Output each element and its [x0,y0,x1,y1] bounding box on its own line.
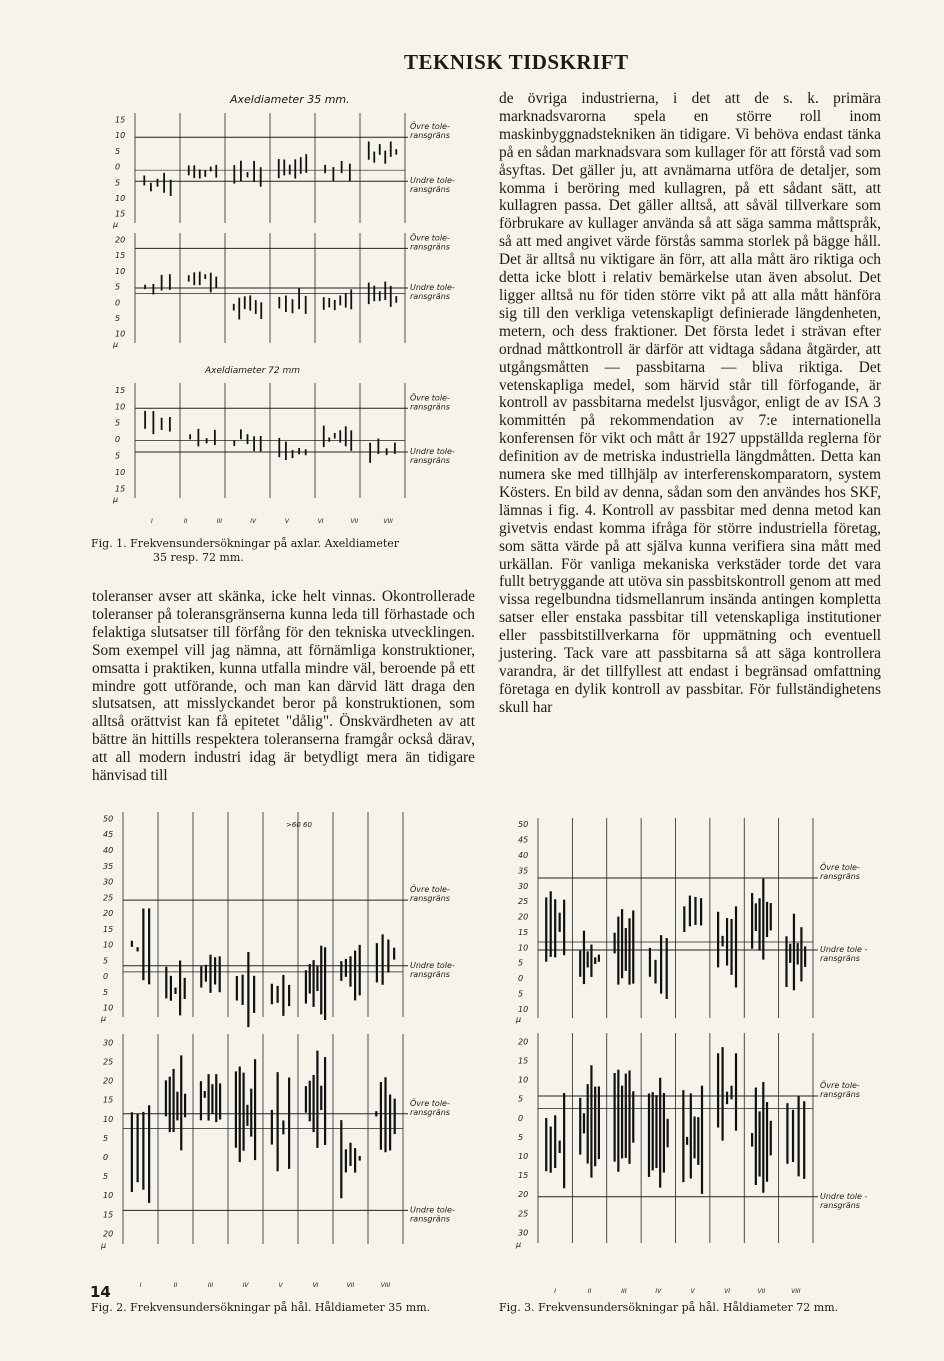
figure-2-caption: Fig. 2. Frekvensundersökningar på hål. Håldiameter 35 mm. [91,1301,431,1314]
roman-numeral: II [587,1288,592,1295]
lower-tolerance-label: ransgräns [820,954,860,963]
y-tick-label: 10 [518,1152,529,1161]
fig1-panel-35 [112,113,455,229]
y-tick-label: 20 [103,909,114,919]
fig2-annotation: >60 60 [286,821,312,829]
lower-tolerance-label: Undre tole- [410,1205,455,1215]
upper-tolerance-label: ransgräns [410,131,450,141]
lower-tolerance-label: ransgräns [410,456,450,465]
y-tick-label: 5 [518,958,524,968]
right-column-paragraph: de övriga industrierna, i det att de s. k. primära marknadsvarorna spela en större roll inom maskinbyggnadstekniken än tidigare. Vi behöva endast tänka på en sådan marknadsvara som kullager för att förstå vad som åsyftas. Det gäller ju, att avnämarna utföra de detaljer, som komma i beröring med kullagren, på ett sådant sätt, att kullagren passa. Det gäller alltså, att såväl tillverkare som förbrukare av kullager använda så att säga samma måttspråk, så att med angivet värde förstås samma storlek på bägge håll. Det är alltså nu viktigare än förr, att alla mått äro riktiga och detta icke blott i relativ bemärkelse utan även absolut. Det ligger alltså nu för tiden större vikt på att alla mått hänföra sig till den verkliga vetenskapligt definierade längdenheten, metern, och dess fraktioner. Det första ledet i strävan efter ordnad måttkontroll är därför att vidtaga sådana åtgärder, att utgångsmåtten — passbitarna — bliva riktiga. Det vetenskapliga medel, som härvid står till förfogande, är kontroll av passbitarna medelst ljusvågor, enligt de av ISA 3 kommittén på rekommendation av 7:e internationella konferensen för vikt och mått år 1927 uppställda reglerna för definition av de metriska industriella längdmåtten. Detta kan numera ske med tillhjälp av interferenskomparatorn, system Kösters. En bild av denna, sådan som den användes hos SKF, lämnas i fig. 4. Kontroll av passbitar med denna metod kan givetvis endast komma ifråga för större industriella företag, som sätta värde på att själva kunna verifiera sina mått med urkällan. För vanliga mekaniska verkstäder torde det vara fullt betryggande att utöva sin passbitskontroll genom att med vissa regelbundna tidsmellanrum insända antingen kompletta satser eller enstaka passbitar till vetenskapliga institutioner eller passbitstillverkarna för uppmätning och eventuell justering. Tack vare att passbitarna så att säga kontrollera varandra, är det tillfyllest att endast i begränsad omfattning företaga en dylik kontroll av passbitar. För fullständighetens skull har [499,90,881,716]
upper-tolerance-label: ransgräns [820,872,860,881]
lower-tolerance-label: Undre tole- [410,960,455,970]
roman-numeral: VII [757,1288,766,1295]
roman-numeral: VI [317,518,324,525]
y-tick-label: 0 [115,298,121,308]
y-tick-label: 45 [103,830,114,840]
lower-tolerance-label: Undre tole- [410,447,455,456]
y-tick-label: 5 [103,1172,109,1182]
lower-tolerance-label: Undre tole - [820,1191,868,1201]
y-tick-label: 30 [518,881,529,891]
unit-label: μ [113,495,119,504]
roman-numeral: III [216,518,223,525]
unit-label: μ [516,1240,522,1249]
y-tick-label: 15 [518,1171,529,1181]
figure-1-caption [91,537,476,565]
y-tick-label: 15 [103,1210,114,1220]
y-tick-label: 10 [115,468,126,477]
roman-numeral: VI [312,1282,319,1289]
lower-tolerance-label: ransgräns [410,1214,450,1224]
y-tick-label: 30 [103,877,114,887]
y-tick-label: 15 [103,1095,114,1105]
roman-numeral: VII [350,518,359,525]
fig2-panel-a [100,812,455,1027]
upper-tolerance-label: ransgräns [410,402,450,412]
roman-numeral: VIII [383,518,393,525]
y-tick-label: 10 [518,1004,529,1014]
fig1-title-35: Axeldiameter 35 mm. [230,93,350,106]
figure-3-caption: Fig. 3. Frekvensundersökningar på hål. Håldiameter 72 mm. [499,1301,839,1314]
y-tick-label: 10 [115,266,126,276]
y-tick-label: 30 [103,1038,114,1048]
upper-tolerance-label: ransgräns [410,1107,450,1117]
y-tick-label: 50 [518,820,529,830]
y-tick-label: 0 [103,972,109,982]
y-tick-label: 10 [115,402,126,412]
y-tick-label: 5 [103,1133,109,1143]
upper-tolerance-label: Övre tole- [410,393,450,403]
upper-tolerance-label: Övre tole- [410,1098,450,1108]
fig1-panel-72a [112,232,455,349]
upper-tolerance-label: ransgräns [410,894,450,904]
unit-label: μ [113,220,119,229]
figure-1-shaft-charts [100,85,490,535]
y-tick-label: 30 [518,1228,529,1238]
y-tick-label: 0 [115,435,121,445]
y-tick-label: 20 [103,1076,114,1086]
y-tick-label: 5 [103,987,109,997]
y-tick-label: 10 [103,1191,114,1201]
roman-numeral: IV [655,1288,662,1295]
upper-tolerance-label: ransgräns [820,1090,860,1099]
y-tick-label: 10 [103,1114,114,1124]
roman-numeral: I [139,1282,142,1289]
y-tick-label: 20 [518,1037,529,1047]
unit-label: μ [516,1015,522,1024]
roman-numeral: V [690,1288,695,1295]
y-tick-label: 10 [518,1075,529,1085]
y-tick-label: 50 [103,814,114,824]
fig1-title-72: Axeldiameter 72 mm [205,366,301,376]
y-tick-label: 15 [115,385,126,395]
y-tick-label: 5 [103,956,109,966]
y-tick-label: 15 [518,1056,529,1066]
lower-tolerance-label: ransgräns [410,969,450,979]
roman-numeral: VIII [380,1282,391,1289]
fig3-roman-labels [554,1288,800,1295]
fig1-panel-72b [112,383,455,504]
unit-label: μ [101,1241,107,1250]
roman-numeral: VIII [791,1288,801,1295]
lower-tolerance-label: Undre tole - [820,945,868,954]
upper-tolerance-label: ransgräns [410,242,450,252]
y-tick-label: 5 [115,146,121,156]
upper-tolerance-label: Övre tole- [820,863,860,872]
y-tick-label: 5 [115,178,121,188]
y-tick-label: 10 [518,943,529,953]
fig2-panel-b [100,1034,455,1250]
y-tick-label: 25 [518,1209,529,1219]
upper-tolerance-label: Övre tole- [410,122,450,132]
y-tick-label: 0 [103,1153,109,1162]
roman-numeral: II [183,518,188,525]
y-tick-label: 45 [518,835,529,845]
y-tick-label: 20 [518,1190,529,1200]
y-tick-label: 5 [115,282,121,292]
lower-tolerance-label: ransgräns [410,185,450,195]
y-tick-label: 40 [103,846,114,855]
upper-tolerance-label: Övre tole- [410,233,450,243]
y-tick-label: 15 [103,924,114,934]
y-tick-label: 15 [115,115,126,125]
page-number: 14 [90,1283,111,1301]
fig1-caption-line1: Fig. 1. Frekvensundersökningar på axlar. Axeldiameter [91,537,400,550]
y-tick-label: 15 [518,927,529,937]
roman-numeral: IV [250,518,257,525]
fig1-caption-line2: 35 resp. 72 mm. [153,551,244,564]
y-tick-label: 10 [115,131,126,141]
y-tick-label: 25 [103,893,114,903]
y-tick-label: 15 [115,209,126,219]
unit-label: μ [113,340,119,349]
y-tick-label: 20 [115,235,126,245]
y-tick-label: 10 [115,194,126,203]
left-column-paragraph: toleranser avser att skänka, icke helt vinnas. Okontrollerade toleranser på toleransgränserna kunna leda till förhastade och felaktiga slutsatser till förfång för den tekniska utvecklingen. Som exempel vill jag nämna, att förnämliga konstruktioner, omsatta i praktiken, kunna utfalla mindre väl, beroende på ett mindre gott utförande, och man kan därvid lätt draga den slutsatsen, att misslyckandet beror på konstruktionen, som alltså orättvist kan få epitetet "dålig". Önskvärdheten av att bättre än hittills respektera toleranserna framgår också därav, att all modern industri idag är betydligt mera än tidigare hänvisad till [92,588,475,785]
figure-2-hole-35-charts [88,812,483,1292]
y-tick-label: 0 [518,1113,524,1123]
y-tick-label: 35 [518,866,529,876]
y-tick-label: 5 [115,314,121,323]
y-tick-label: 10 [115,329,126,339]
figure-3-hole-72-charts [508,818,888,1298]
y-tick-label: 0 [518,974,524,984]
y-tick-label: 5 [115,451,121,461]
y-tick-label: 25 [518,897,529,907]
left-column-text [92,588,475,785]
y-tick-label: 5 [518,1132,524,1142]
y-tick-label: 35 [103,861,114,871]
y-tick-label: 5 [518,1094,524,1104]
roman-numeral: V [284,518,289,525]
lower-tolerance-label: Undre tole- [410,283,455,292]
y-tick-label: 25 [103,1057,114,1067]
fig3-panel-a [515,818,867,1024]
fig1-roman-labels [151,518,393,525]
y-tick-label: 20 [518,912,529,922]
upper-tolerance-label: Övre tole- [820,1081,860,1090]
fig2-roman-labels [140,1282,391,1289]
y-tick-label: 5 [518,989,524,999]
y-tick-label: 15 [115,484,126,494]
roman-numeral: VI [724,1288,730,1295]
roman-numeral: I [150,518,153,525]
upper-tolerance-label: Övre tole- [410,885,450,895]
fig3-panel-b [515,1033,867,1249]
lower-tolerance-label: ransgräns [820,1200,860,1210]
y-tick-label: 40 [518,851,529,860]
roman-numeral: III [621,1288,627,1295]
roman-numeral: II [173,1282,178,1289]
roman-numeral: V [278,1282,283,1289]
roman-numeral: I [554,1288,557,1295]
y-tick-label: 10 [103,1003,114,1013]
lower-tolerance-label: Undre tole- [410,176,455,186]
roman-numeral: IV [242,1282,249,1289]
y-tick-label: 20 [103,1229,114,1239]
journal-header: TEKNISK TIDSKRIFT [404,50,629,74]
roman-numeral: VII [346,1282,355,1289]
unit-label: μ [101,1014,107,1023]
roman-numeral: III [207,1282,214,1289]
right-column-text [499,90,881,717]
y-tick-label: 15 [115,251,126,261]
y-tick-label: 5 [115,418,121,428]
y-tick-label: 0 [115,162,121,172]
lower-tolerance-label: ransgräns [410,292,450,301]
y-tick-label: 10 [103,940,114,950]
